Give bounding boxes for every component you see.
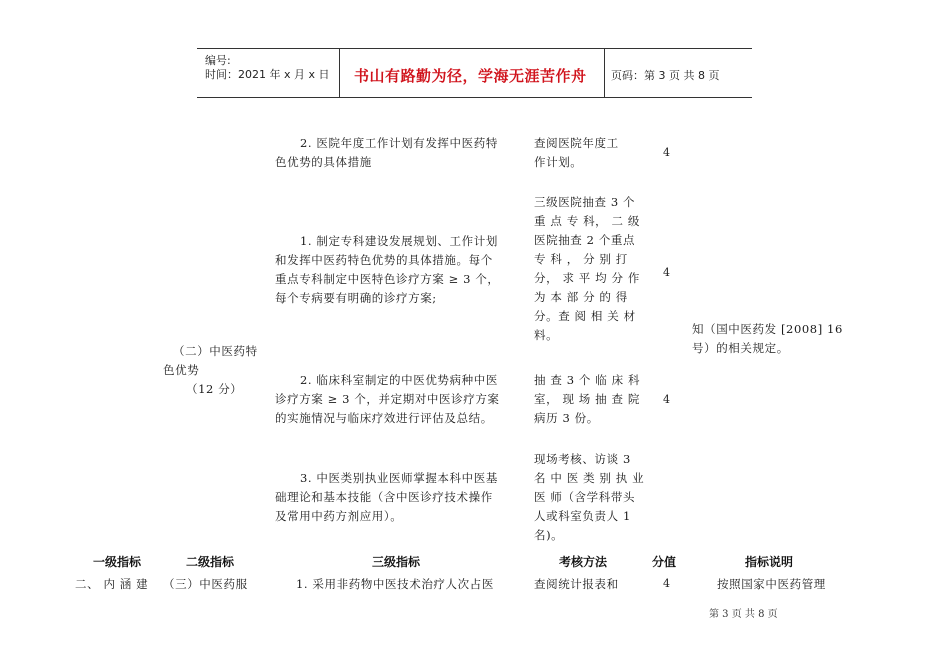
- method-line: 人或科室负责人 1: [534, 509, 631, 523]
- column-header: 指标说明: [745, 555, 794, 569]
- date-label: 时间：2021 年 x 月 x 日: [205, 68, 330, 81]
- method-line: 病历 3 份。: [534, 411, 599, 425]
- method-line: 查阅医院年度工: [534, 136, 619, 150]
- header-divider: [604, 49, 605, 97]
- score: 4: [663, 393, 670, 406]
- column-header: 考核方法: [559, 555, 608, 569]
- method-line: 医 师（含学科带头: [534, 490, 636, 504]
- method-line: 专 科 ， 分 别 打: [534, 252, 628, 266]
- item-line: 1. 制定专科建设发展规划、工作计划: [300, 234, 498, 248]
- method-line: 为 本 部 分 的 得: [534, 290, 628, 304]
- item-line: 和发挥中医药特色优势的具体措施。每个: [275, 253, 493, 267]
- method-line: 名 中 医 类 别 执 业: [534, 471, 645, 485]
- category-line: （12 分）: [186, 382, 243, 396]
- column-header: 分值: [652, 555, 677, 569]
- page-header: [197, 48, 752, 98]
- cell: 二、 内 涵 建: [75, 577, 149, 591]
- cell: 查阅统计报表和: [534, 577, 619, 591]
- method-line: 作计划。: [534, 155, 583, 169]
- item-line: 及常用中药方剂应用）。: [275, 509, 403, 523]
- cell: 按照国家中医药管理: [717, 577, 826, 591]
- item-line: 重点专科制定中医特色诊疗方案 ≥ 3 个，: [275, 272, 500, 286]
- score: 4: [663, 577, 670, 590]
- category-line: 色优势: [163, 363, 200, 377]
- method-line: 名)。: [534, 528, 564, 542]
- item-line: 诊疗方案 ≥ 3 个，并定期对中医诊疗方案: [275, 392, 500, 406]
- column-header: 一级指标: [93, 555, 142, 569]
- method-line: 抽 查 3 个 临 床 科: [534, 373, 641, 387]
- score: 4: [663, 146, 670, 159]
- method-line: 分。查 阅 相 关 材: [534, 309, 636, 323]
- score: 4: [663, 266, 670, 279]
- item-line: 每个专病要有明确的诊疗方案;: [275, 291, 437, 305]
- item-line: 色优势的具体措施: [275, 155, 372, 169]
- cell: 1. 采用非药物中医技术治疗人次占医: [296, 577, 494, 591]
- category-line: （二）中医药特: [173, 344, 258, 358]
- header-divider: [339, 49, 340, 97]
- page-number-label: 页码：第 3 页 共 8 页: [611, 69, 720, 82]
- serial-label: 编号:: [205, 54, 231, 67]
- column-header: 三级指标: [372, 555, 421, 569]
- method-line: 室， 现 场 抽 查 院: [534, 392, 640, 406]
- item-line: 3. 中医类别执业医师掌握本科中医基: [300, 471, 498, 485]
- method-line: 现场考核、访谈 3: [534, 452, 631, 466]
- item-line: 2. 医院年度工作计划有发挥中医药特: [300, 136, 498, 150]
- method-line: 医院抽查 2 个重点: [534, 233, 636, 247]
- method-line: 料。: [534, 328, 559, 342]
- method-line: 分， 求 平 均 分 作: [534, 271, 640, 285]
- item-line: 2. 临床科室制定的中医优势病种中医: [300, 373, 498, 387]
- method-line: 重 点 专 科， 二 级: [534, 214, 640, 228]
- note-line: 知（国中医药发 [2008] 16: [692, 322, 843, 336]
- method-line: 三级医院抽查 3 个: [534, 195, 636, 209]
- item-line: 的实施情况与临床疗效进行评估及总结。: [275, 411, 493, 425]
- page-footer: 第 3 页 共 8 页: [709, 609, 778, 620]
- item-line: 础理论和基本技能（含中医诊疗技术操作: [275, 490, 493, 504]
- column-header: 二级指标: [186, 555, 235, 569]
- motto: 书山有路勤为径，学海无涯苦作舟: [354, 67, 587, 85]
- cell: （三）中医药服: [163, 577, 248, 591]
- note-line: 号）的相关规定。: [692, 341, 789, 355]
